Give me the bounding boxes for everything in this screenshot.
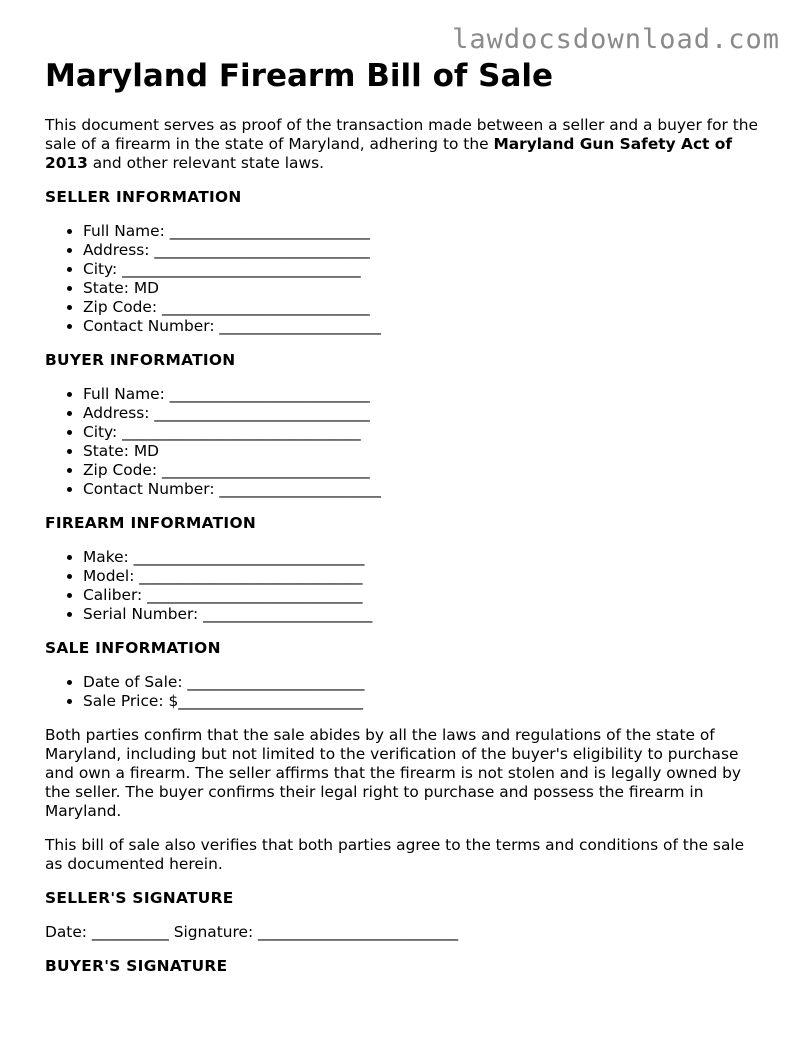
seller-contact-number-field[interactable]: • Contact Number: _____________________ <box>83 317 765 336</box>
watermark-text: lawdocsdownload.com <box>452 24 780 55</box>
buyer-signature-heading: BUYER'S SIGNATURE <box>45 957 228 975</box>
seller-full-name-field[interactable]: • Full Name: __________________________ <box>83 222 765 241</box>
seller-information-list <box>45 222 765 336</box>
page-title: Maryland Firearm Bill of Sale <box>45 58 554 94</box>
buyer-city-field[interactable]: • City: _______________________________ <box>83 423 765 442</box>
date-of-sale-field[interactable]: • Date of Sale: _______________________ <box>83 673 765 692</box>
firearm-information-list <box>45 548 765 624</box>
seller-zip-code-field[interactable]: • Zip Code: ___________________________ <box>83 298 765 317</box>
document-page <box>45 56 765 976</box>
intro-text-bold: Maryland Gun Safety Act of 2013 <box>45 135 733 172</box>
seller-information-heading: SELLER INFORMATION <box>45 188 242 206</box>
firearm-caliber-field[interactable]: • Caliber: ____________________________ <box>83 586 765 605</box>
buyer-full-name-field[interactable]: • Full Name: __________________________ <box>83 385 765 404</box>
buyer-contact-number-field[interactable]: • Contact Number: _____________________ <box>83 480 765 499</box>
firearm-serial-number-field[interactable]: • Serial Number: ______________________ <box>83 605 765 624</box>
buyer-state-field: • State: MD <box>83 442 765 461</box>
buyer-information-heading: BUYER INFORMATION <box>45 351 236 369</box>
sale-price-field[interactable]: • Sale Price: $________________________ <box>83 692 765 711</box>
sale-information-heading: SALE INFORMATION <box>45 639 221 657</box>
firearm-model-field[interactable]: • Model: _____________________________ <box>83 567 765 586</box>
firearm-information-heading: FIREARM INFORMATION <box>45 514 257 532</box>
sale-information-list <box>45 673 765 711</box>
buyer-address-field[interactable]: • Address: ____________________________ <box>83 404 765 423</box>
seller-city-field[interactable]: • City: _______________________________ <box>83 260 765 279</box>
buyer-zip-code-field[interactable]: • Zip Code: ___________________________ <box>83 461 765 480</box>
compliance-paragraph: Both parties confirm that the sale abides by all the laws and regulations of the state of Maryland, including but not limited to the verification of the buyer's eligibility to purchase and own a firearm. The seller affirms that the firearm is not stolen and is legally owned by the seller. The buyer confirms their legal right to purchase and possess the firearm in Maryland. <box>45 726 742 820</box>
seller-signature-heading: SELLER'S SIGNATURE <box>45 889 234 907</box>
seller-state-field: • State: MD <box>83 279 765 298</box>
intro-paragraph <box>45 116 765 173</box>
buyer-information-list <box>45 385 765 499</box>
intro-text-post: and other relevant state laws. <box>87 154 324 172</box>
intro-text-pre: This document serves as proof of the transaction made between a seller and a buyer for the sale of a firearm in the state of Maryland, adhering to the <box>45 116 758 153</box>
firearm-make-field[interactable]: • Make: ______________________________ <box>83 548 765 567</box>
seller-signature-line[interactable]: Date: __________ Signature: __________________________ <box>45 923 459 941</box>
seller-address-field[interactable]: • Address: ____________________________ <box>83 241 765 260</box>
terms-paragraph: This bill of sale also verifies that both parties agree to the terms and conditions of the sale as documented herein. <box>45 836 745 873</box>
